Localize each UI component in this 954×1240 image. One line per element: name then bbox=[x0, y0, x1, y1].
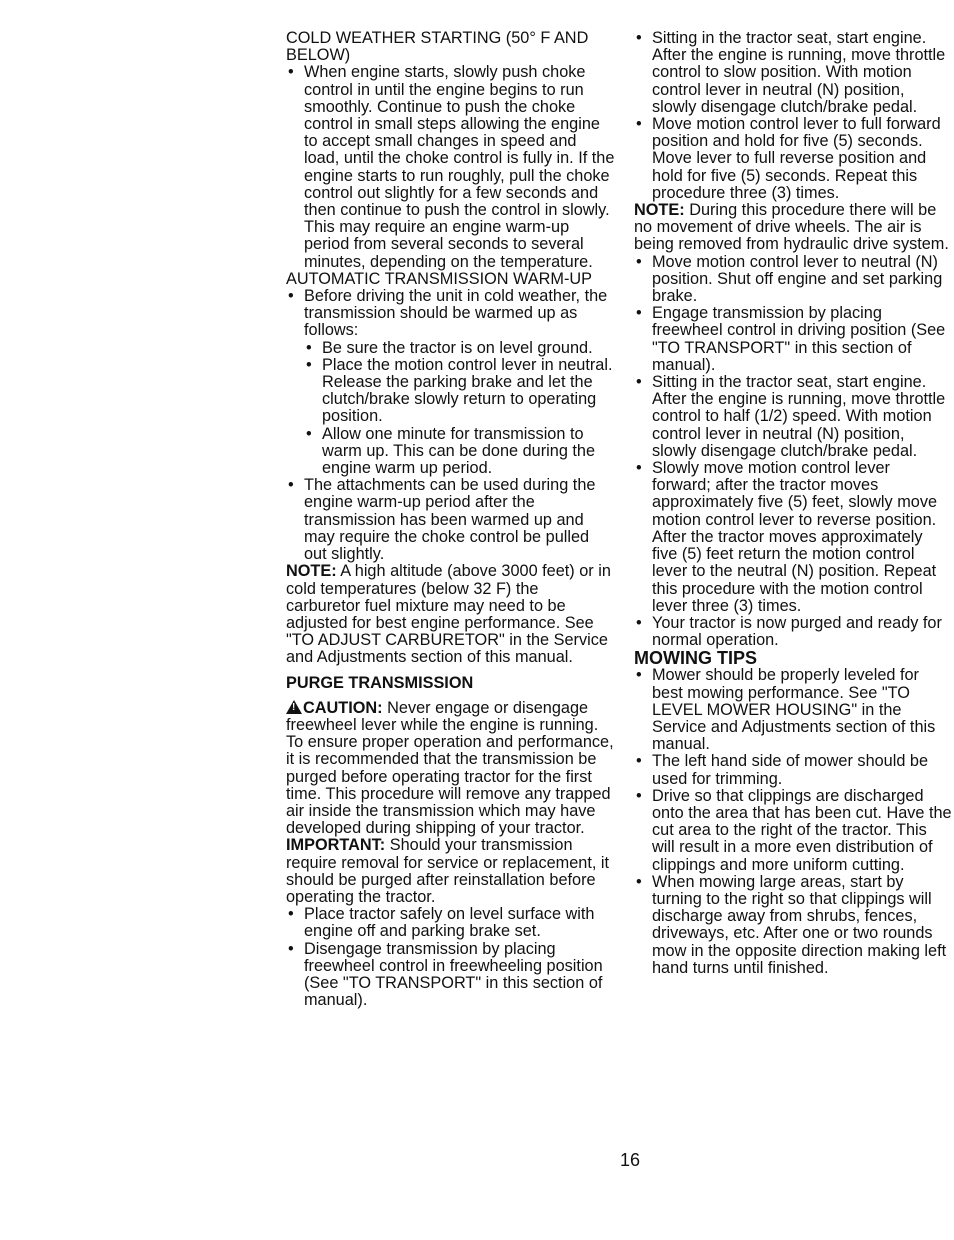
list-item: • Sitting in the tractor seat, start engine. After the engine is running, move throttle control to half (1/2) speed. With motion control lever in neutral (N) position, slowly disengage clutch/brake pedal. bbox=[634, 374, 952, 460]
list-item: • The attachments can be used during the engine warm-up period after the transmission has been warmed up and may require the choke control be pulled out slightly. bbox=[286, 477, 616, 563]
right-column bbox=[634, 30, 952, 977]
transmission-warmup-heading: AUTOMATIC TRANSMISSION WARM-UP bbox=[286, 269, 593, 288]
caution-label: CAUTION: bbox=[303, 698, 383, 717]
list-item: • Disengage transmission by placing freewheel control in freewheeling position (See "TO TRANSPORT" in this section of manual). bbox=[286, 941, 616, 1010]
cold-weather-heading: COLD WEATHER STARTING (50° F AND BELOW) bbox=[286, 29, 589, 65]
note-text: During this procedure there will be no movement of drive wheels. The air is being removed from hydraulic drive system. bbox=[634, 201, 949, 254]
list-item: • Move motion control lever to full forward position and hold for five (5) seconds. Move lever to full reverse position and hold for five (5) seconds. Repeat this procedure three (3) times. bbox=[634, 116, 952, 202]
purge-steps-continued-list bbox=[634, 30, 952, 202]
page-number: 16 bbox=[620, 1150, 641, 1170]
important-note bbox=[286, 837, 616, 906]
warmup-list bbox=[286, 288, 616, 563]
list-item: • Place tractor safely on level surface with engine off and parking brake set. bbox=[286, 906, 616, 940]
warning-triangle-icon bbox=[286, 700, 302, 714]
list-item: • Be sure the tractor is on level ground. bbox=[304, 340, 616, 357]
important-label: IMPORTANT: bbox=[286, 836, 386, 855]
list-item: • The left hand side of mower should be used for trimming. bbox=[634, 753, 952, 787]
drive-wheels-note bbox=[634, 202, 952, 254]
list-item: • When engine starts, slowly push choke control in until the engine begins to run smoothly. Continue to push the choke control in small steps allowing the engine to accept small changes in speed and load, until the choke control is fully in. If the engine starts to run roughly, pull the choke control out slightly for a few seconds and then continue to push the control in slowly. This may require an engine warm-up period from several seconds to several minutes, depending on the temperature. bbox=[286, 64, 616, 270]
warmup-sublist bbox=[304, 340, 616, 478]
list-item: • Engage transmission by placing freewheel control in driving position (See "TO TRANSPORT" in this section of manual). bbox=[634, 305, 952, 374]
list-item bbox=[286, 288, 616, 477]
list-item: • Sitting in the tractor seat, start engine. After the engine is running, move throttle control to slow position. With motion control lever in neutral (N) position, slowly disengage clutch/brake pedal. bbox=[634, 30, 952, 116]
list-item: • When mowing large areas, start by turning to the right so that clippings will discharge away from shrubs, fences, driveways, etc. After one or two rounds mow in the opposite direction making left hand turns until finished. bbox=[634, 874, 952, 977]
list-item: • Allow one minute for transmission to warm up. This can be done during the engine warm up period. bbox=[304, 426, 616, 478]
mowing-tips-heading: MOWING TIPS bbox=[634, 648, 757, 669]
warmup-intro: Before driving the unit in cold weather, the transmission should be warmed up as follows: bbox=[304, 287, 608, 340]
purge-steps-list bbox=[286, 906, 616, 1009]
note-text: A high altitude (above 3000 feet) or in cold temperatures (below 32 F) the carburetor fuel mixture may need to be adjusted for best engine performance. See "TO ADJUST CARBURETOR" in the Service and Adjustments section of this manual. bbox=[286, 562, 611, 667]
caution-text: Never engage or disengage freewheel lever while the engine is running. bbox=[286, 698, 599, 734]
caution-note bbox=[286, 700, 616, 734]
purge-steps-final-list bbox=[634, 254, 952, 650]
purge-transmission-heading: PURGE TRANSMISSION bbox=[286, 673, 474, 692]
mowing-tips-list bbox=[634, 667, 952, 977]
list-item: • Move motion control lever to neutral (N) position. Shut off engine and set parking brake. bbox=[634, 254, 952, 306]
left-column bbox=[286, 30, 616, 1009]
note-label: NOTE: bbox=[634, 201, 685, 220]
list-item: • Your tractor is now purged and ready for normal operation. bbox=[634, 615, 952, 649]
list-item: • Drive so that clippings are discharged onto the area that has been cut. Have the cut area to the right of the tractor. This will result in a more even distribution of clippings and more uniform cutting. bbox=[634, 788, 952, 874]
note-label: NOTE: bbox=[286, 562, 337, 581]
list-item: • Slowly move motion control lever forward; after the tractor moves approximately five (5) feet, slowly move motion control lever to reverse position. After the tractor moves approximately five (5) feet return the motion control lever to the neutral (N) position. Repeat this procedure with the motion control lever three (3) times. bbox=[634, 460, 952, 615]
important-text: Should your transmission require removal for service or replacement, it should be purged after reinstallation before operating the tractor. bbox=[286, 836, 610, 906]
cold-weather-list bbox=[286, 64, 616, 270]
list-item: • Place the motion control lever in neutral. Release the parking brake and let the clutch/brake slowly return to operating position. bbox=[304, 357, 616, 426]
list-item: • Mower should be properly leveled for best mowing performance. See "TO LEVEL MOWER HOUSING" in the Service and Adjustments section of this manual. bbox=[634, 667, 952, 753]
altitude-note bbox=[286, 563, 616, 666]
purge-intro-paragraph: To ensure proper operation and performance, it is recommended that the transmission be purged before operating tractor for the first time. This procedure will remove any trapped air inside the transmission which may have developed during shipping of your tractor. bbox=[286, 733, 614, 838]
